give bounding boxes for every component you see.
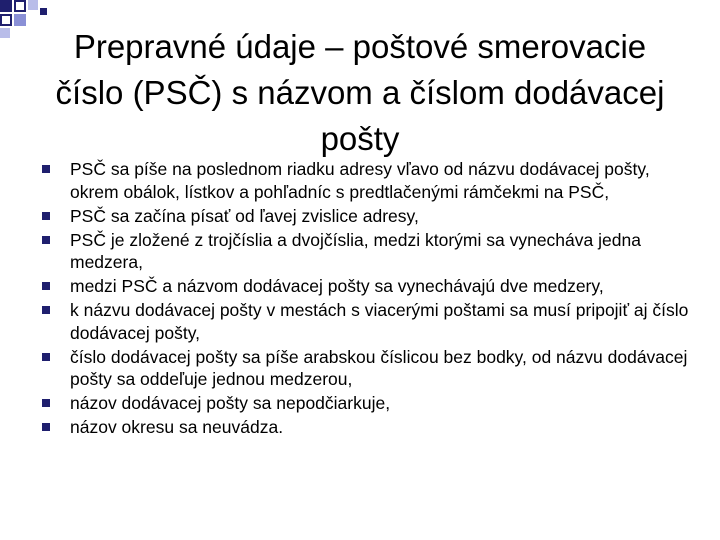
bullet-text: PSČ sa píše na poslednom riadku adresy vľavo od názvu dodávacej pošty, okrem obálok, lístkov a pohľadníc s predtlačenými rámčekmi na PSČ, (70, 159, 650, 202)
bullet-text: názov dodávacej pošty sa nepodčiarkuje, (70, 393, 391, 413)
square-bullet-icon (42, 399, 50, 407)
bullet-text: číslo dodávacej pošty sa píše arabskou číslicou bez bodky, od názvu dodávacej pošty sa oddeľuje jednou medzerou, (70, 346, 688, 389)
bullet-text: k názvu dodávacej pošty v mestách s viacerými poštami sa musí pripojiť aj číslo dodávacej pošty, (70, 300, 689, 343)
bullet-item (40, 299, 690, 344)
bullet-text: názov okresu sa neuvádza. (70, 417, 284, 437)
corner-square-light (28, 0, 38, 10)
corner-square-dark (0, 0, 12, 12)
corner-square-blue (14, 14, 26, 26)
square-bullet-icon (42, 306, 50, 314)
corner-square-outline (0, 14, 12, 26)
corner-square-light (0, 28, 10, 38)
bullet-text: PSČ je zložené z trojčíslia a dvojčíslia, medzi ktorými sa vynecháva jedna medzera, (70, 229, 641, 272)
bullet-item (40, 229, 690, 274)
square-bullet-icon (42, 236, 50, 244)
bullet-text: medzi PSČ a názvom dodávacej pošty sa vynechávajú dve medzery, (70, 276, 604, 296)
slide-title: Prepravné údaje – poštové smerovacie číslo (PSČ) s názvom a číslom dodávacej pošty (55, 28, 665, 157)
bullet-text: PSČ sa začína písať od ľavej zvislice adresy, (70, 205, 419, 226)
bullet-list (40, 158, 690, 440)
corner-square-dark (40, 8, 47, 15)
square-bullet-icon (42, 212, 50, 220)
square-bullet-icon (42, 353, 50, 361)
square-bullet-icon (42, 282, 50, 290)
bullet-item (40, 346, 690, 391)
bullet-item (40, 392, 690, 415)
bullet-item (40, 275, 690, 298)
square-bullet-icon (42, 165, 50, 173)
square-bullet-icon (42, 423, 50, 431)
corner-square-outline (14, 0, 26, 12)
bullet-item (40, 205, 690, 228)
bullet-item (40, 158, 690, 203)
bullet-item (40, 416, 690, 439)
